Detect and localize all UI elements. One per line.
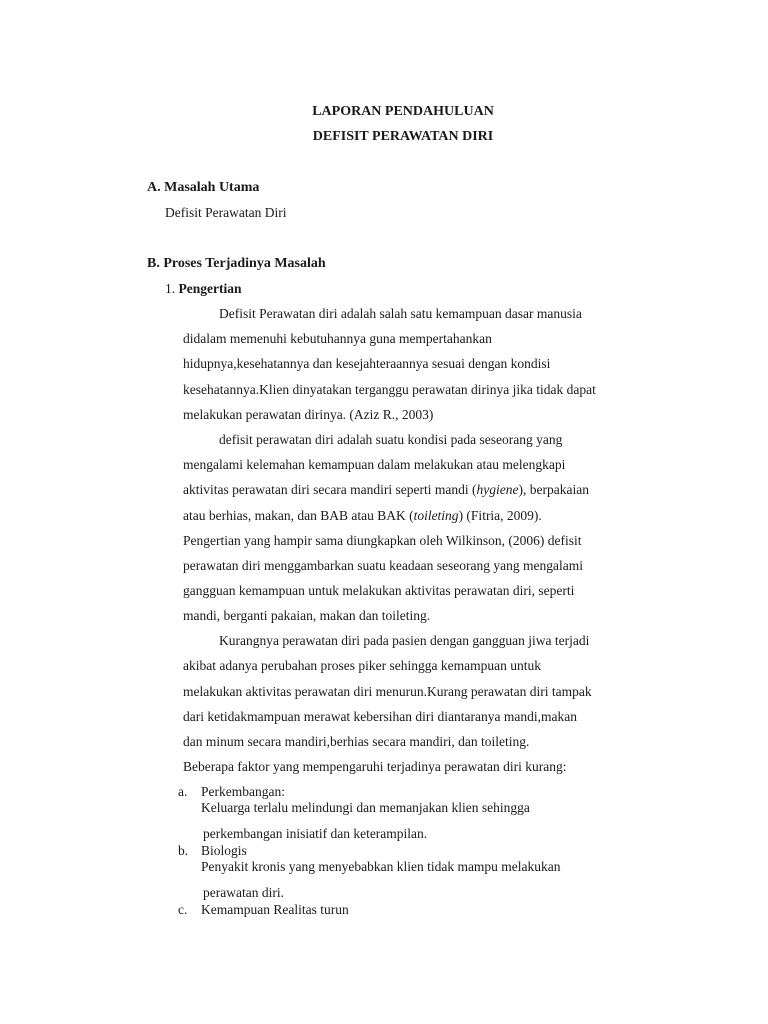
subsection-1-heading: [165, 281, 242, 297]
factor-a-label: a.: [178, 784, 188, 799]
paragraph-3-line: melakukan aktivitas perawatan diri menurun.Kurang perawatan diri tampak: [183, 684, 592, 699]
section-a-heading: A. Masalah Utama: [147, 180, 260, 195]
document-title-line-1: LAPORAN PENDAHULUAN: [312, 104, 494, 119]
factor-a-text: Keluarga terlalu melindungi dan memanjakan klien sehingga: [201, 800, 530, 815]
subsection-1-number: 1.: [165, 281, 179, 296]
paragraph-2-text: ), berpakaian: [518, 482, 589, 497]
factor-b-label: b.: [178, 843, 189, 858]
paragraph-1-line: kesehatannya.Klien dinyatakan terganggu perawatan dirinya jika tidak dapat: [183, 382, 596, 397]
section-a-text: Defisit Perawatan Diri: [165, 205, 287, 220]
subsection-1-title: Pengertian: [178, 281, 242, 296]
paragraph-2-line: [183, 508, 542, 524]
factor-b-text: perawatan diri.: [203, 885, 284, 900]
factor-a-title: Perkembangan:: [201, 784, 285, 799]
paragraph-2-text: aktivitas perawatan diri secara mandiri seperti mandi (: [183, 482, 477, 497]
paragraph-2-line: [183, 482, 589, 498]
paragraph-2-line: gangguan kemampuan untuk melakukan aktivitas perawatan diri, seperti: [183, 583, 575, 598]
paragraph-2-line: perawatan diri menggambarkan suatu keadaan seseorang yang mengalami: [183, 558, 583, 573]
paragraph-2-line: mengalami kelemahan kemampuan dalam melakukan atau melengkapi: [183, 457, 566, 472]
document-title-line-2: DEFISIT PERAWATAN DIRI: [312, 129, 494, 144]
factor-b-title: Biologis: [201, 843, 247, 858]
factor-c-label: c.: [178, 902, 188, 917]
paragraph-2-line: Pengertian yang hampir sama diungkapkan oleh Wilkinson, (2006) defisit: [183, 533, 582, 548]
factor-a-text: perkembangan inisiatif dan keterampilan.: [203, 826, 428, 841]
paragraph-3-line: dan minum secara mandiri,berhias secara mandiri, dan toileting.: [183, 734, 530, 749]
factors-intro: Beberapa faktor yang mempengaruhi terjadinya perawatan diri kurang:: [183, 759, 567, 774]
paragraph-3-line: akibat adanya perubahan proses piker sehingga kemampuan untuk: [183, 658, 542, 673]
factor-c-title: Kemampuan Realitas turun: [201, 902, 349, 917]
paragraph-1-line: melakukan perawatan dirinya. (Aziz R., 2003): [183, 407, 434, 422]
paragraph-2-text: ) (Fitria, 2009).: [458, 508, 542, 523]
section-b-heading: B. Proses Terjadinya Masalah: [147, 256, 326, 271]
paragraph-1-line: hidupnya,kesehatannya dan kesejahteraannya sesuai dengan kondisi: [183, 356, 551, 371]
paragraph-1-line: didalam memenuhi kebutuhannya guna mempertahankan: [183, 331, 492, 346]
paragraph-2-line: defisit perawatan diri adalah suatu kondisi pada seseorang yang: [219, 432, 563, 447]
paragraph-2-italic-term: hygiene: [476, 482, 519, 497]
paragraph-3-line: dari ketidakmampuan merawat kebersihan diri diantaranya mandi,makan: [183, 709, 577, 724]
paragraph-2-text: atau berhias, makan, dan BAB atau BAK (: [183, 508, 414, 523]
paragraph-3-line: Kurangnya perawatan diri pada pasien dengan gangguan jiwa terjadi: [219, 633, 590, 648]
paragraph-1-line: Defisit Perawatan diri adalah salah satu kemampuan dasar manusia: [219, 306, 582, 321]
paragraph-2-line: mandi, berganti pakaian, makan dan toileting.: [183, 608, 431, 623]
paragraph-2-italic-term: toileting: [413, 508, 459, 523]
factor-b-text: Penyakit kronis yang menyebabkan klien tidak mampu melakukan: [201, 859, 561, 874]
